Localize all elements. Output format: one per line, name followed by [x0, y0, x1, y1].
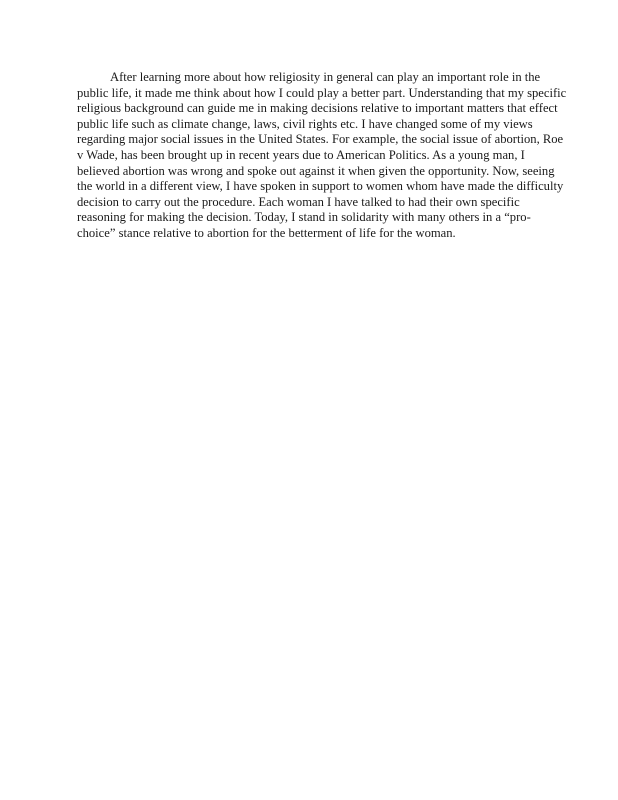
paragraph-line: regarding major social issues in the United States. For example, the social issue of abortion, Roe [77, 132, 564, 147]
paragraph-line: religious background can guide me in making decisions relative to important matters that effect [77, 101, 558, 116]
paragraph-line: believed abortion was wrong and spoke out against it when given the opportunity. Now, seeing [77, 163, 555, 178]
paragraph-line: After learning more about how religiosity in general can play an important role in the [110, 70, 541, 84]
paragraph-line: choice” stance relative to abortion for the betterment of life for the woman. [77, 225, 456, 240]
body-paragraph [77, 70, 567, 242]
paragraph-line: public life, it made me think about how I could play a better part. Understanding that my specific [77, 85, 567, 100]
paragraph-line: v Wade, has been brought up in recent years due to American Politics. As a young man, I [77, 147, 525, 162]
paragraph-line: the world in a different view, I have spoken in support to women whom have made the difficulty [77, 179, 564, 194]
paragraph-line: decision to carry out the procedure. Each woman I have talked to had their own specific [77, 194, 520, 209]
paragraph-line: public life such as climate change, laws, civil rights etc. I have changed some of my views [77, 116, 533, 131]
paragraph-line: reasoning for making the decision. Today, I stand in solidarity with many others in a “pro- [77, 210, 531, 225]
